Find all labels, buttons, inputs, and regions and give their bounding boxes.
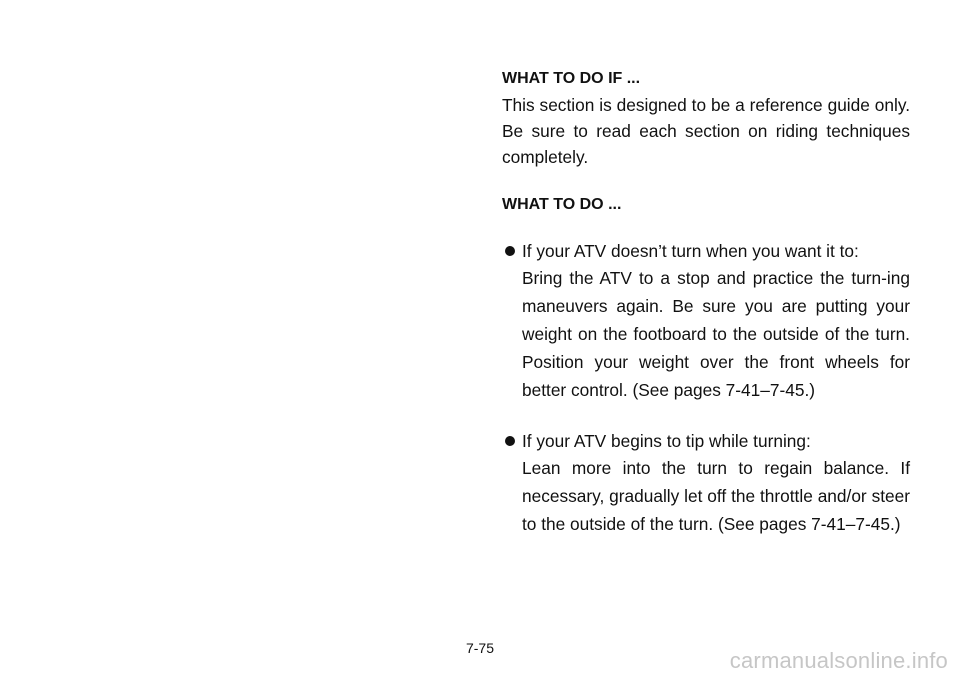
bullet-lead: If your ATV begins to tip while turning:	[522, 431, 811, 451]
bullet-icon	[505, 246, 515, 256]
bullet-item-turn	[502, 238, 910, 404]
watermark: carmanualsonline.info	[729, 648, 948, 673]
bullet-icon	[505, 436, 515, 446]
bullet-lead: If your ATV doesn’t turn when you want it to:	[522, 241, 859, 261]
page-number: 7-75	[465, 640, 495, 656]
section-intro: This section is designed to be a reference guide only. Be sure to read each section on riding techniques completely.	[502, 95, 910, 167]
section-subtitle: WHAT TO DO ...	[502, 196, 622, 213]
bullet-body: Bring the ATV to a stop and practice the turn-ing maneuvers again. Be sure you are putting your weight on the footboard to the outside of the turn. Position your weight over the front wheels for better control. (See pages 7-41–7-45.)	[522, 268, 910, 400]
section-title: WHAT TO DO IF ...	[502, 70, 641, 87]
bullet-item-tip	[502, 428, 910, 538]
bullet-body: Lean more into the turn to regain balance. If necessary, gradually let off the throttle and/or steer to the outside of the turn. (See pages 7-41–7-45.)	[522, 458, 910, 534]
content-column	[502, 66, 910, 538]
